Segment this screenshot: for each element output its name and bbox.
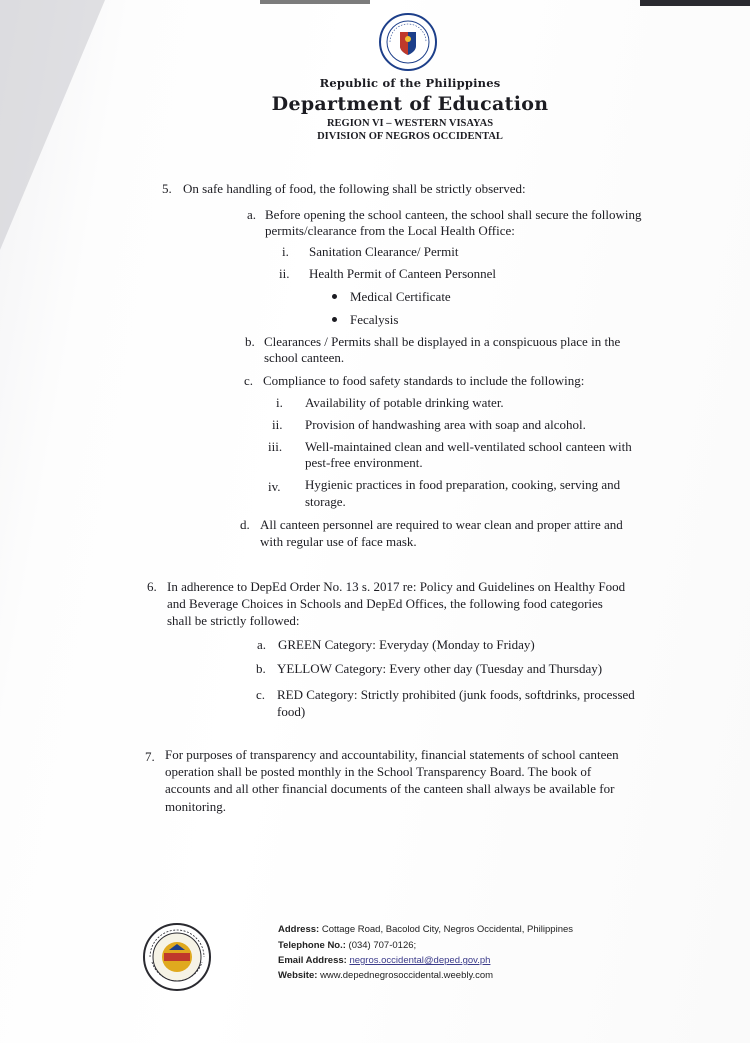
category-label: b. xyxy=(256,661,266,676)
deped-seal-logo xyxy=(378,12,438,72)
subitem-text: school canteen. xyxy=(264,350,345,365)
subitem-label: d. xyxy=(240,517,250,532)
category-label: c. xyxy=(256,687,266,702)
roman-text: Health Permit of Canteen Personnel xyxy=(309,266,497,281)
item-text: In adherence to DepEd Order No. 13 s. 2017 re: Policy and Guidelines on Healthy Food xyxy=(167,579,626,594)
roman-text: Availability of potable drinking water. xyxy=(305,395,504,410)
item-text: shall be strictly followed: xyxy=(167,613,300,628)
bullet-text: Medical Certificate xyxy=(350,289,451,304)
category-label: a. xyxy=(257,637,267,652)
subitem-text: permits/clearance from the Local Health Office: xyxy=(265,223,515,238)
category-text: RED Category: Strictly prohibited (junk foods, softdrinks, processed xyxy=(277,687,635,702)
subitem-text: with regular use of face mask. xyxy=(260,534,417,549)
roman-label: i. xyxy=(282,244,289,259)
bullet-dot xyxy=(332,294,337,299)
bullet-dot xyxy=(332,317,337,322)
subitem-text: Compliance to food safety standards to include the following: xyxy=(263,373,585,388)
roman-label: ii. xyxy=(279,266,290,281)
header-region: REGION VI – WESTERN VISAYAS xyxy=(326,118,494,129)
header-division: DIVISION OF NEGROS OCCIDENTAL xyxy=(317,131,503,142)
item-text: On safe handling of food, the following shall be strictly observed: xyxy=(183,181,526,196)
footer-website: Website: www.depednegrosoccidental.weebly.com xyxy=(278,970,494,981)
roman-text: Sanitation Clearance/ Permit xyxy=(309,244,459,259)
paper-fold-shadow xyxy=(0,0,105,250)
subitem-text: Before opening the school canteen, the school shall secure the following xyxy=(265,207,642,222)
item-text: accounts and all other financial documents of the canteen shall always be available for xyxy=(165,781,615,796)
category-text: YELLOW Category: Every other day (Tuesday and Thursday) xyxy=(277,661,603,676)
item-text: For purposes of transparency and accountability, financial statements of school canteen xyxy=(165,747,619,762)
roman-label: iv. xyxy=(268,479,281,494)
roman-text: Provision of handwashing area with soap and alcohol. xyxy=(305,417,586,432)
footer-address: Address: Cottage Road, Bacolod City, Negros Occidental, Philippines xyxy=(278,924,574,935)
roman-text: Well-maintained clean and well-ventilated school canteen with xyxy=(305,439,632,454)
roman-label: ii. xyxy=(272,417,283,432)
item-text: operation shall be posted monthly in the School Transparency Board. The book of xyxy=(165,764,592,779)
item-text: and Beverage Choices in Schools and DepEd Offices, the following food categories xyxy=(167,596,603,611)
bullet-text: Fecalysis xyxy=(350,312,399,327)
subitem-text: All canteen personnel are required to wear clean and proper attire and xyxy=(260,517,623,532)
footer-email: Email Address: negros.occidental@deped.gov.ph xyxy=(278,955,491,966)
subitem-label: a. xyxy=(247,207,257,222)
item-text: monitoring. xyxy=(165,799,227,814)
roman-label: iii. xyxy=(268,439,283,454)
website-link[interactable]: www.depednegrosoccidental.weebly.com xyxy=(320,970,494,981)
roman-text: pest-free environment. xyxy=(305,455,423,470)
item-number: 7. xyxy=(145,749,155,764)
footer-phone: Telephone No.: (034) 707-0126; xyxy=(278,940,417,951)
item-number: 5. xyxy=(162,181,172,196)
roman-text: storage. xyxy=(305,494,346,509)
top-edge-mark xyxy=(260,0,370,4)
email-link[interactable]: negros.occidental@deped.gov.ph xyxy=(349,955,491,966)
roman-text: Hygienic practices in food preparation, cooking, serving and xyxy=(305,477,621,492)
top-edge-mark xyxy=(640,0,750,6)
category-text: GREEN Category: Everyday (Monday to Friday) xyxy=(278,637,535,652)
category-text: food) xyxy=(277,704,306,719)
roman-label: i. xyxy=(276,395,283,410)
division-seal-logo xyxy=(142,922,212,992)
header-department: Department of Education xyxy=(271,93,549,115)
subitem-label: c. xyxy=(244,373,254,388)
subitem-text: Clearances / Permits shall be displayed in a conspicuous place in the xyxy=(264,334,621,349)
header-republic: Republic of the Philippines xyxy=(319,76,501,90)
subitem-label: b. xyxy=(245,334,255,349)
item-number: 6. xyxy=(147,579,157,594)
